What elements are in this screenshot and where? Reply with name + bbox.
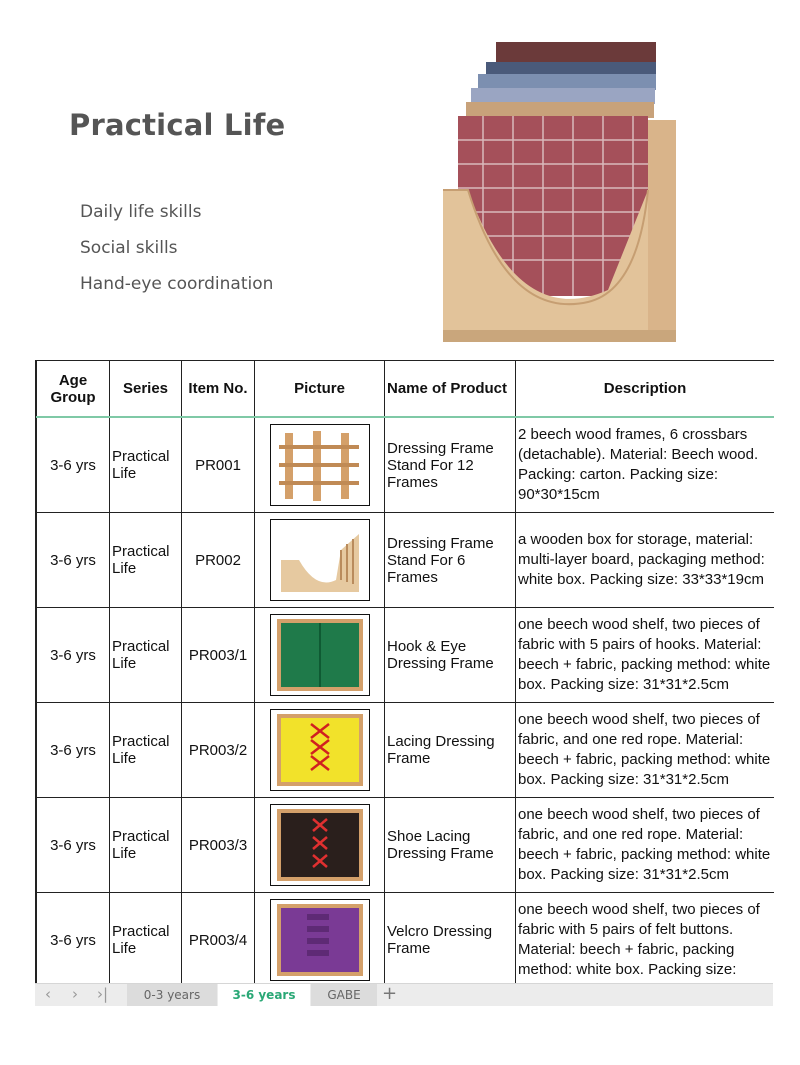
cell-picture[interactable]	[255, 703, 385, 798]
cell-description[interactable]: one beech wood shelf, two pieces of fabric, and one red rope. Material: beech + fabric, packing method: white box. Packing size: 31*31*2.5cm	[516, 703, 775, 798]
cell-series[interactable]: Practical Life	[110, 513, 182, 608]
cell-series[interactable]: Practical Life	[110, 417, 182, 513]
cell-series[interactable]: Practical Life	[110, 703, 182, 798]
cell-product-name[interactable]: Dressing Frame Stand For 6 Frames	[385, 513, 516, 608]
cell-series[interactable]: Practical Life	[110, 608, 182, 703]
cell-item-no[interactable]: PR001	[182, 417, 255, 513]
frame-stand-6-thumbnail	[270, 519, 370, 601]
table-row[interactable]	[37, 703, 775, 798]
table-row[interactable]	[37, 893, 775, 985]
cell-description[interactable]: a wooden box for storage, material: multi-layer board, packaging method: white box. Packing size: 33*33*19cm	[516, 513, 775, 608]
tab-3-6-years[interactable]: 3-6 years	[218, 984, 310, 1006]
page-title: Practical Life	[69, 108, 286, 142]
frame-stand-12-thumbnail	[270, 424, 370, 506]
cell-item-no[interactable]: PR003/3	[182, 798, 255, 893]
cell-product-name[interactable]: Lacing Dressing Frame	[385, 703, 516, 798]
velcro-frame-thumbnail	[270, 899, 370, 981]
cell-age[interactable]: 3-6 yrs	[37, 798, 110, 893]
cell-series[interactable]: Practical Life	[110, 893, 182, 985]
header-product-name: Name of Product	[385, 361, 516, 418]
header-description: Description	[516, 361, 775, 418]
skill-item: Daily life skills	[80, 202, 202, 222]
sheet-tab-bar	[35, 983, 773, 1006]
cell-item-no[interactable]: PR003/1	[182, 608, 255, 703]
header-series: Series	[110, 361, 182, 418]
cell-item-no[interactable]: PR003/2	[182, 703, 255, 798]
header-item-no: Item No.	[182, 361, 255, 418]
skills-list	[80, 198, 273, 306]
cell-age[interactable]: 3-6 yrs	[37, 703, 110, 798]
add-sheet-icon[interactable]: +	[382, 983, 398, 1004]
header-age-group: Age Group	[37, 361, 110, 418]
cell-picture[interactable]	[255, 513, 385, 608]
cell-age[interactable]: 3-6 yrs	[37, 893, 110, 985]
header-picture: Picture	[255, 361, 385, 418]
cell-description[interactable]: one beech wood shelf, two pieces of fabric with 5 pairs of felt buttons. Material: beech + fabric, packing method: white box. Packing size:	[516, 893, 775, 985]
last-sheet-icon[interactable]: ›|	[97, 985, 109, 1003]
cell-picture[interactable]	[255, 798, 385, 893]
table-row[interactable]	[37, 608, 775, 703]
cell-description[interactable]: 2 beech wood frames, 6 crossbars (detachable). Material: Beech wood. Packing: carton. Packing size: 90*30*15cm	[516, 417, 775, 513]
cell-age[interactable]: 3-6 yrs	[37, 513, 110, 608]
tab-0-3-years[interactable]: 0-3 years	[127, 984, 217, 1006]
cell-picture[interactable]	[255, 608, 385, 703]
cell-description[interactable]: one beech wood shelf, two pieces of fabric with 5 pairs of hooks. Material: beech + fabric, packing method: white box. Packing size: 31*31*2.5cm	[516, 608, 775, 703]
table-row[interactable]	[37, 798, 775, 893]
cell-picture[interactable]	[255, 417, 385, 513]
cell-product-name[interactable]: Hook & Eye Dressing Frame	[385, 608, 516, 703]
tab-gabe[interactable]: GABE	[311, 984, 377, 1006]
table-header-row	[37, 361, 775, 418]
lacing-frame-thumbnail	[270, 709, 370, 791]
chevron-left-icon[interactable]: ‹	[45, 985, 51, 1003]
cell-description[interactable]: one beech wood shelf, two pieces of fabric, and one red rope. Material: beech + fabric, packing method: white box. Packing size: 31*31*2.5cm	[516, 798, 775, 893]
skill-item: Hand-eye coordination	[80, 274, 274, 294]
table-row[interactable]	[37, 417, 775, 513]
product-table	[36, 360, 774, 984]
cell-product-name[interactable]: Dressing Frame Stand For 12 Frames	[385, 417, 516, 513]
cell-item-no[interactable]: PR003/4	[182, 893, 255, 985]
hook-eye-frame-thumbnail	[270, 614, 370, 696]
cell-series[interactable]: Practical Life	[110, 798, 182, 893]
chevron-right-icon[interactable]: ›	[72, 985, 78, 1003]
skill-item: Social skills	[80, 238, 178, 258]
cell-product-name[interactable]: Velcro Dressing Frame	[385, 893, 516, 985]
shoe-lacing-frame-thumbnail	[270, 804, 370, 886]
product-table-sheet	[35, 360, 774, 984]
cell-age[interactable]: 3-6 yrs	[37, 417, 110, 513]
cell-item-no[interactable]: PR002	[182, 513, 255, 608]
cell-product-name[interactable]: Shoe Lacing Dressing Frame	[385, 798, 516, 893]
table-row[interactable]	[37, 513, 775, 608]
dressing-frame-stand-photo	[438, 40, 688, 345]
cell-picture[interactable]	[255, 893, 385, 985]
cell-age[interactable]: 3-6 yrs	[37, 608, 110, 703]
